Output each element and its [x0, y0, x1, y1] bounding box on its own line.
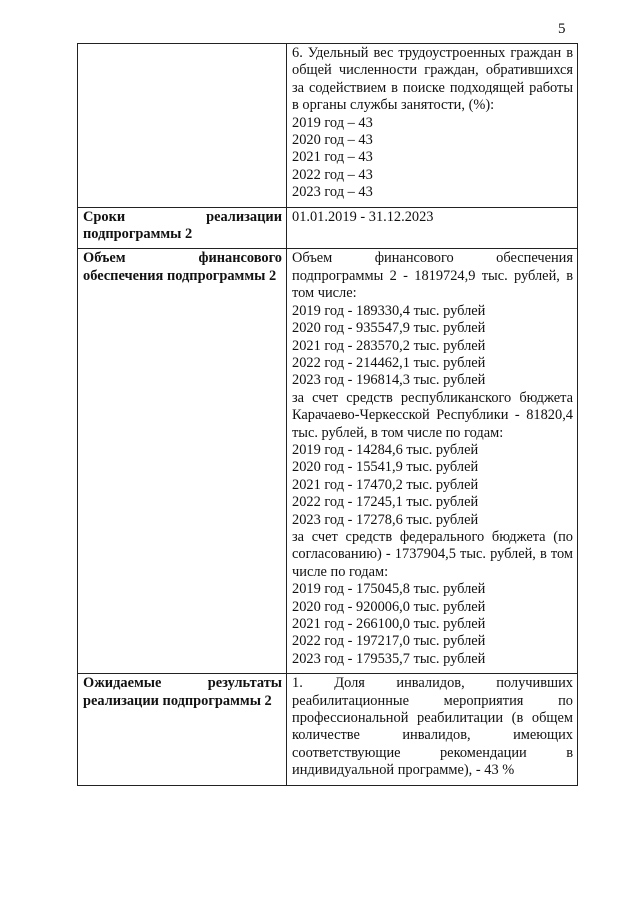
value-line: 2020 год – 43 — [292, 132, 373, 149]
value-line: 2020 год - 920006,0 тыс. рублей — [292, 598, 486, 615]
value-line: 2019 год - 14284,6 тыс. рублей — [292, 441, 479, 458]
row-label-cell — [78, 44, 287, 208]
value-paragraph: Объем финансового обеспечения подпрограммы 2 - 1819724,9 тыс. рублей, в том числе: — [292, 250, 573, 302]
row-label-cell: Сроки реализации подпрограммы 2 — [78, 207, 287, 249]
value-line: 2023 год - 196814,3 тыс. рублей — [292, 372, 486, 389]
value-line: 2019 год - 175045,8 тыс. рублей — [292, 581, 486, 598]
value-line: 2019 год – 43 — [292, 114, 373, 131]
value-line: 2020 год - 15541,9 тыс. рублей — [292, 459, 479, 476]
value-paragraph: за счет средств федерального бюджета (по согласованию) - 1737904,5 тыс. рублей, в том числе по годам: — [292, 528, 573, 580]
row-value-cell — [287, 44, 578, 208]
value-line: 2022 год – 43 — [292, 166, 373, 183]
value-paragraph: за счет средств республиканского бюджета Карачаево-Черкесской Республики - 81820,4 тыс. рублей, в том числе по годам: — [292, 389, 573, 441]
row-value-cell — [287, 207, 578, 249]
value-line: 2022 год - 214462,1 тыс. рублей — [292, 354, 486, 371]
value-line: 2021 год - 266100,0 тыс. рублей — [292, 616, 486, 632]
value-line: 2021 год – 43 — [292, 149, 373, 166]
value-paragraph: 6. Удельный вес трудоустроенных граждан в общей численности граждан, обратившихся за содействием в поиске подходящей работы в органы службы занятости, (%): — [292, 45, 573, 114]
table-row — [78, 249, 578, 674]
table-row — [78, 44, 578, 208]
value-line: 2019 год - 189330,4 тыс. рублей — [292, 302, 486, 319]
row-value-cell — [287, 249, 578, 674]
table-body — [78, 44, 578, 786]
value-line: 2023 год - 17278,6 тыс. рублей — [292, 511, 479, 528]
table-row — [78, 207, 578, 249]
row-label-cell: Объем финансового обеспечения подпрограммы 2 — [78, 249, 287, 674]
value-line: 01.01.2019 - 31.12.2023 — [292, 208, 434, 225]
row-value-cell — [287, 674, 578, 785]
value-line: 2021 год - 283570,2 тыс. рублей — [292, 337, 486, 354]
value-line: 2023 год - 179535,7 тыс. рублей — [292, 650, 486, 667]
table-row — [78, 674, 578, 785]
page-number: 5 — [558, 21, 566, 37]
value-line: 2022 год - 17245,1 тыс. рублей — [292, 494, 479, 511]
value-line: 2023 год – 43 — [292, 184, 373, 201]
value-line: 2020 год - 935547,9 тыс. рублей — [292, 320, 486, 337]
row-label-cell: Ожидаемые результаты реализации подпрограммы 2 — [78, 674, 287, 785]
program-passport-table — [77, 43, 578, 786]
value-line: 2021 год - 17470,2 тыс. рублей — [292, 476, 479, 493]
value-line: 2022 год - 197217,0 тыс. рублей — [292, 633, 486, 650]
value-paragraph: 1. Доля инвалидов, получивших реабилитационные мероприятия по профессиональной реабилитации (в общем количестве инвалидов, имеющих соответствующие рекомендации в индивидуальной программе), - 43 % — [292, 675, 573, 779]
